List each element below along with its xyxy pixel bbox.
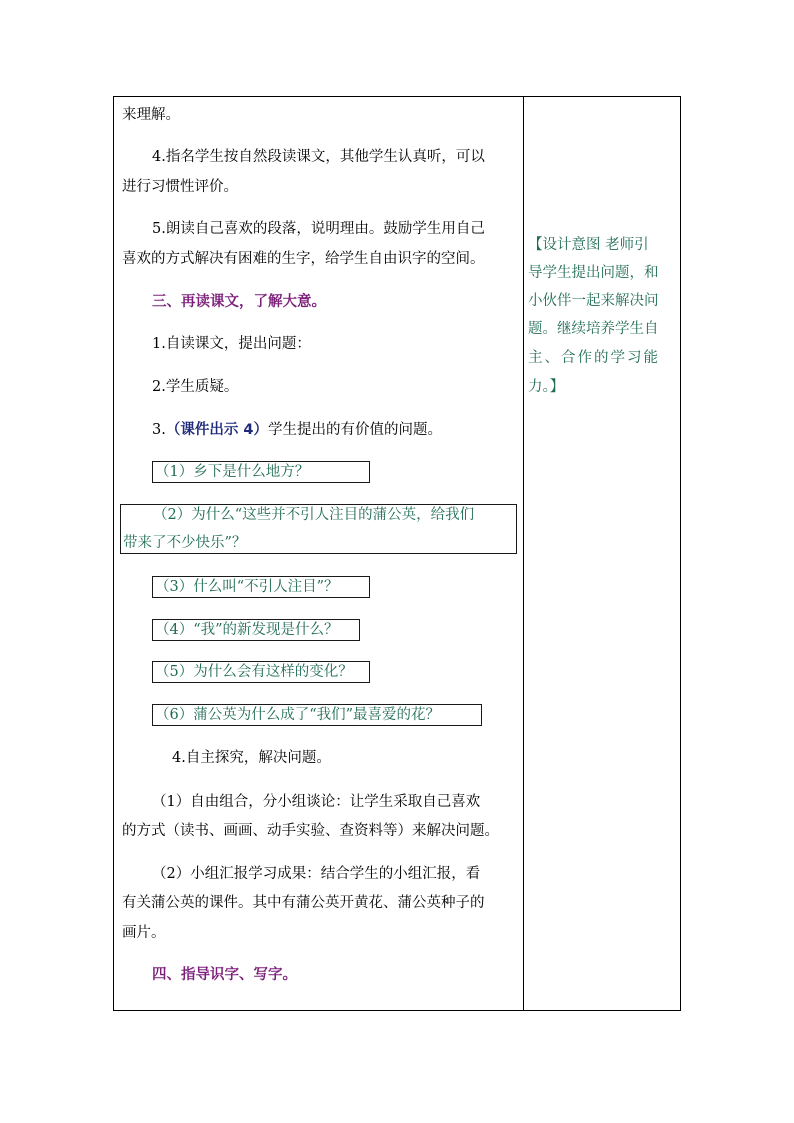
paragraph-line: 喜欢的方式解决有困难的生字，给学生自由识字的空间。 xyxy=(122,251,485,267)
paragraph-line: 1.自读课文，提出问题： xyxy=(152,336,311,352)
paragraph-line: 画片。 xyxy=(122,925,166,941)
question-box: （6）蒲公英为什么成了“我们”最喜爱的花？ xyxy=(152,704,482,726)
question-line: 带来了不少快乐”？ xyxy=(123,535,247,551)
paragraph-line: 有关蒲公英的课件。其中有蒲公英开黄花、蒲公英种子的 xyxy=(122,895,485,911)
question-line: （2）为什么“这些并不引人注目的蒲公英，给我们 xyxy=(153,507,475,523)
note-line: 题。继续培养学生自 xyxy=(528,321,659,337)
question-box: （3）什么叫“不引人注目”？ xyxy=(152,576,370,598)
courseware-tag: （课件出示 4） xyxy=(165,422,268,438)
question-box: （4）“我”的新发现是什么？ xyxy=(152,619,360,641)
step-number: 3. xyxy=(152,422,166,438)
paragraph-line: 2.学生质疑。 xyxy=(152,379,239,395)
paragraph-line: 进行习惯性评价。 xyxy=(122,179,238,195)
question-box: （5）为什么会有这样的变化？ xyxy=(152,661,370,683)
paragraph-line: （2）小组汇报学习成果：结合学生的小组汇报，看 xyxy=(152,866,481,882)
note-line: 导学生提出问题，和 xyxy=(528,265,659,281)
note-line: 力。】 xyxy=(528,379,565,395)
section-heading: 三、再读课文，了解大意。 xyxy=(152,294,326,310)
question-box xyxy=(120,504,517,554)
paragraph-line: 4.指名学生按自然段读课文，其他学生认真听，可以 xyxy=(152,149,485,165)
note-line: 小伙伴一起来解决问 xyxy=(528,293,659,309)
note-line: 主、合作的学习能 xyxy=(528,350,660,366)
paragraph-line: 5.朗读自己喜欢的段落，说明理由。鼓励学生用自己 xyxy=(152,221,485,237)
question-box: （1）乡下是什么地方？ xyxy=(152,461,370,483)
section-heading: 四、指导识字、写字。 xyxy=(152,967,297,983)
note-line: 【设计意图 老师引 xyxy=(528,237,649,253)
step-text: 学生提出的有价值的问题。 xyxy=(267,422,442,438)
paragraph-line xyxy=(152,420,442,440)
column-divider xyxy=(523,97,524,1010)
paragraph-line: 来理解。 xyxy=(122,107,180,123)
paragraph-line: （1）自由组合，分小组谈论：让学生采取自己喜欢 xyxy=(152,794,481,810)
lesson-table xyxy=(113,96,681,1011)
paragraph-line: 的方式（读书、画画、动手实验、查资料等）来解决问题。 xyxy=(122,823,499,839)
paragraph-line: 4.自主探究，解决问题。 xyxy=(172,750,331,766)
